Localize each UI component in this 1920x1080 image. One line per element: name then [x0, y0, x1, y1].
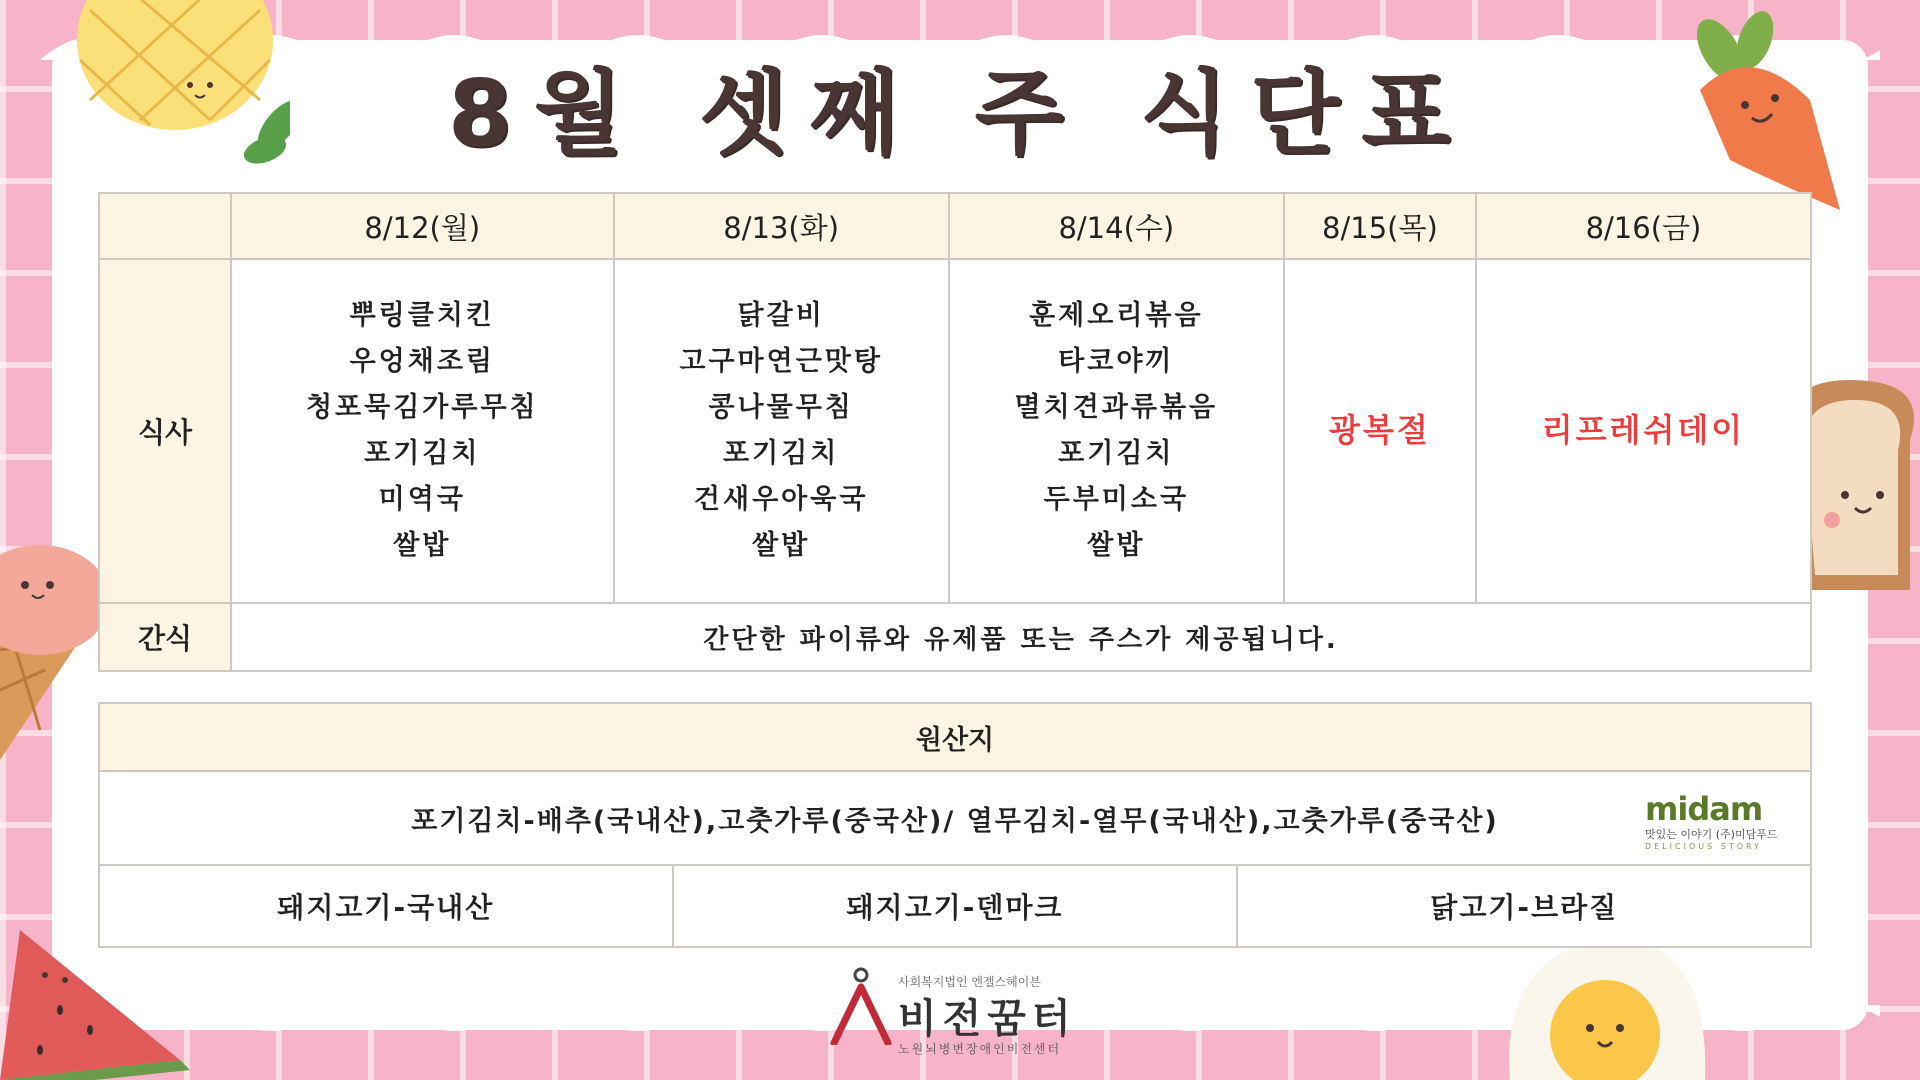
menu-item: 포기김치 [1058, 438, 1175, 469]
holiday-label: 광복절 [1329, 410, 1431, 449]
meal-cell-tue [614, 259, 949, 603]
midam-brand: midam [1645, 790, 1763, 828]
midam-tagline: 맛있는 이야기 (주)미담푸드 [1645, 828, 1778, 841]
date-header-thu: 8/15(목) [1284, 193, 1476, 259]
vision-person-icon [826, 965, 896, 1045]
meal-row-label: 식사 [99, 259, 231, 603]
meal-row [99, 259, 1811, 603]
snack-cell [231, 603, 1811, 671]
menu-item: 타코야끼 [1058, 346, 1175, 377]
origin-header: 원산지 [99, 703, 1811, 771]
menu-item: 멸치견과류볶음 [1014, 392, 1219, 423]
vision-org-name: 사회복지법인 엔젤스헤이븐 [898, 975, 1041, 989]
midam-slogan: DELICIOUS STORY [1645, 842, 1762, 851]
meal-cell-mon [231, 259, 614, 603]
menu-item: 포기김치 [364, 438, 481, 469]
menu-item: 뿌링클치킨 [349, 300, 495, 331]
page-title: 8월 셋째 주 식단표 [447, 60, 1473, 167]
vision-logo [820, 965, 1080, 1055]
menu-item: 쌀밥 [752, 530, 811, 561]
meal-cell-thu [1284, 259, 1476, 603]
menu-item: 두부미소국 [1043, 484, 1190, 515]
menu-item: 쌀밥 [1087, 530, 1146, 561]
menu-item: 건새우아욱국 [693, 484, 869, 515]
meal-cell-fri [1476, 259, 1811, 603]
vision-center-name: 노원뇌병변장애인비전센터 [898, 1042, 1062, 1056]
vision-name: 비전꿈터 [898, 996, 1077, 1042]
snack-row [99, 603, 1811, 671]
meal-cell-wed [949, 259, 1284, 603]
date-header-mon: 8/12(월) [231, 193, 614, 259]
menu-item: 콩나물무침 [708, 392, 854, 423]
corner-cell [99, 193, 231, 259]
weekly-menu-table [98, 192, 1812, 672]
menu-item: 청포묵김가루무침 [305, 392, 539, 423]
menu-item: 쌀밥 [393, 530, 452, 561]
snack-row-label: 간식 [99, 603, 231, 671]
menu-item: 미역국 [378, 484, 466, 515]
menu-item: 포기김치 [723, 438, 840, 469]
origin-meat-item: 돼지고기-국내산 [99, 865, 673, 947]
origin-meat-item: 돼지고기-덴마크 [673, 865, 1238, 947]
date-header-wed: 8/14(수) [949, 193, 1284, 259]
midam-logo [1645, 790, 1795, 850]
menu-item: 훈제오리볶음 [1029, 300, 1204, 331]
date-header-fri: 8/16(금) [1476, 193, 1811, 259]
origin-table [98, 702, 1812, 948]
origin-kimchi-text: 포기김치-배추(국내산),고춧가루(중국산)/ 열무김치-열무(국내산),고춧가루(중국산) [411, 805, 1499, 837]
menu-item: 고구마연근맛탕 [679, 346, 883, 377]
menu-item: 우엉채조림 [349, 346, 495, 377]
origin-meat-item: 닭고기-브라질 [1237, 865, 1811, 947]
date-header-row [99, 193, 1811, 259]
refresh-day-label: 리프레쉬데이 [1541, 410, 1746, 449]
menu-item: 닭갈비 [737, 300, 825, 331]
origin-kimchi-cell [99, 771, 1811, 865]
date-header-tue: 8/13(화) [614, 193, 949, 259]
snack-text: 간단한 파이류와 유제품 또는 주스가 제공됩니다. [703, 624, 1339, 655]
